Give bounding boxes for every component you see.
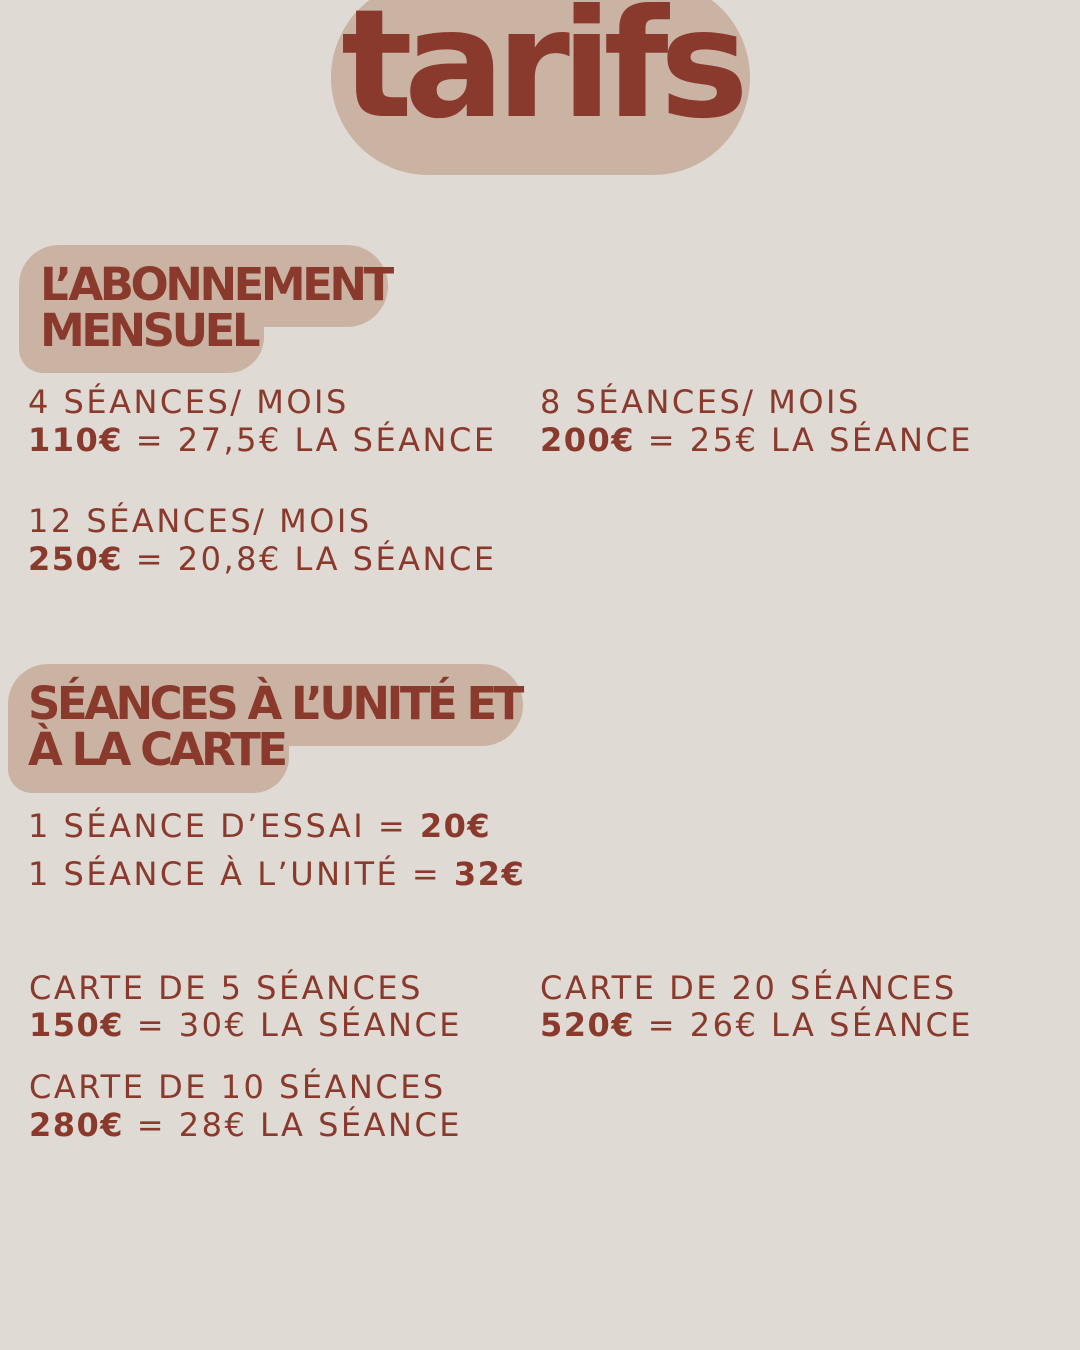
carte-5-price-detail: = 30€ LA SÉANCE: [124, 1006, 463, 1044]
plan-4-label: 4 SÉANCES/ MOIS: [28, 383, 349, 421]
plan-12-label: 12 SÉANCES/ MOIS: [28, 502, 372, 540]
essai-label: 1 SÉANCE D’ESSAI =: [28, 807, 420, 845]
carte-5-label: CARTE DE 5 SÉANCES: [29, 969, 423, 1007]
plan-4-price: [28, 421, 497, 459]
plan-12-price: [28, 540, 497, 578]
plan-4-price-detail: = 27,5€ LA SÉANCE: [123, 421, 497, 459]
plan-12-price-detail: = 20,8€ LA SÉANCE: [123, 540, 497, 578]
plan-12-price-amount: 250€: [28, 540, 124, 578]
carte-10-price: [29, 1106, 462, 1144]
plan-8-price: [540, 421, 973, 459]
plan-8-price-detail: = 25€ LA SÉANCE: [635, 421, 974, 459]
plan-8-price-amount: 200€: [540, 421, 636, 459]
section-title-line2: MENSUEL: [40, 304, 258, 357]
carte-10-price-detail: = 28€ LA SÉANCE: [124, 1106, 463, 1144]
section-title-line1: L’ABONNEMENT: [40, 258, 391, 311]
section-header-abonnement: [19, 245, 389, 373]
unite-label: 1 SÉANCE À L’UNITÉ =: [28, 855, 454, 893]
carte-20-price: [540, 1006, 973, 1044]
plan-4-price-amount: 110€: [28, 421, 124, 459]
carte-20-price-amount: 520€: [540, 1006, 636, 1044]
unite-line: [28, 855, 525, 893]
page-title: tarifs: [341, 0, 740, 152]
section-title-line2: À LA CARTE: [28, 723, 285, 776]
essai-line: [28, 807, 491, 845]
carte-5-price: [29, 1006, 462, 1044]
essai-price: 20€: [419, 807, 492, 845]
carte-10-label: CARTE DE 10 SÉANCES: [29, 1068, 446, 1106]
carte-10-price-amount: 280€: [29, 1106, 125, 1144]
plan-8-label: 8 SÉANCES/ MOIS: [540, 383, 861, 421]
unite-price: 32€: [453, 855, 526, 893]
carte-5-price-amount: 150€: [29, 1006, 125, 1044]
carte-20-label: CARTE DE 20 SÉANCES: [540, 969, 957, 1007]
section-title-line1: SÉANCES À L’UNITÉ ET: [28, 677, 521, 730]
section-header-unite: [8, 664, 524, 794]
carte-20-price-detail: = 26€ LA SÉANCE: [635, 1006, 974, 1044]
